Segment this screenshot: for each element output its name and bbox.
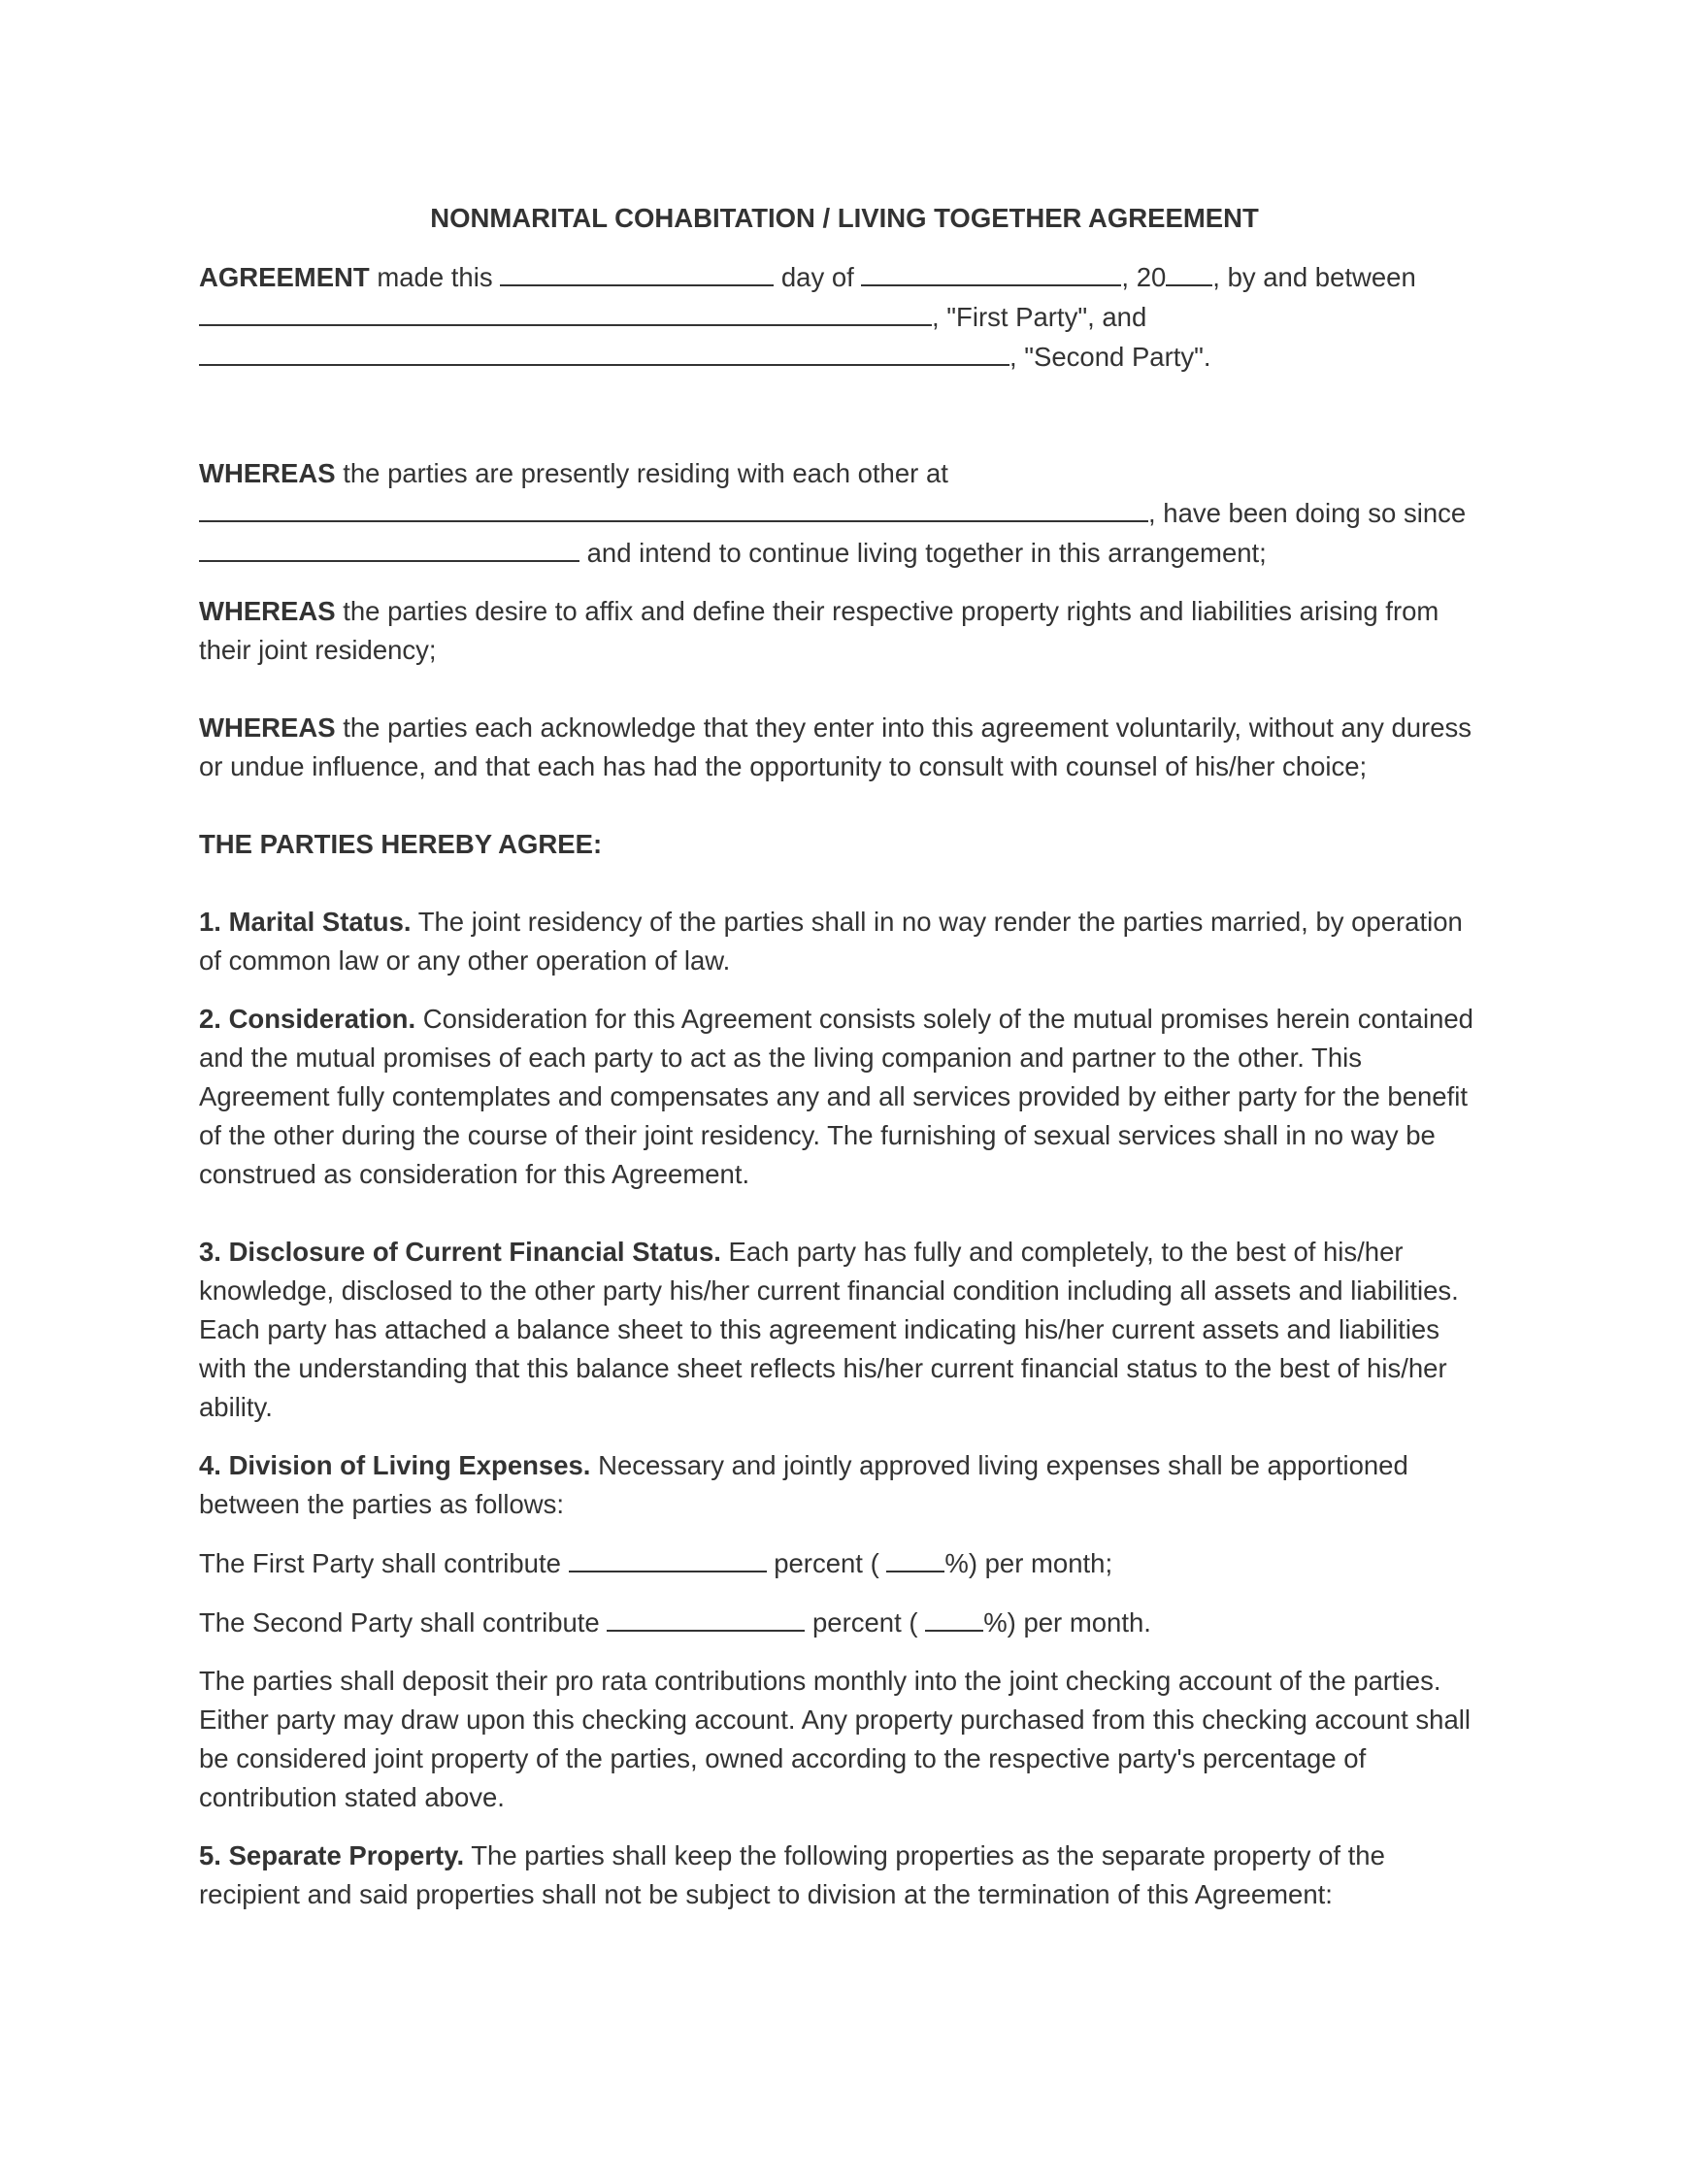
section-4-heading: 4. Division of Living Expenses. bbox=[199, 1450, 591, 1480]
first-party-blank[interactable] bbox=[199, 297, 932, 326]
since-date-blank[interactable] bbox=[199, 533, 579, 562]
section-5 bbox=[199, 1837, 1490, 1914]
section-5-heading: 5. Separate Property. bbox=[199, 1840, 465, 1870]
section-4-deposit: The parties shall deposit their pro rata contributions monthly into the joint checking account of the parties. Either party may draw upon this checking account. Any property purchased from this checking account shall be considered joint property of the parties, owned according to the respective party's percentage of contribution stated above. bbox=[199, 1666, 1471, 1812]
section-4 bbox=[199, 1446, 1490, 1524]
section-5-text: The parties shall keep the following properties as the separate property of the recipient and said properties shall not be subject to division at the termination of this Agreement: bbox=[199, 1840, 1385, 1909]
second-party-percent-number-blank[interactable] bbox=[925, 1603, 983, 1632]
section-4-text: Necessary and jointly approved living expenses shall be apportioned between the parties as follows: bbox=[199, 1450, 1408, 1519]
section-1 bbox=[199, 903, 1490, 980]
document-page bbox=[199, 199, 1490, 1914]
whereas-1-lead: WHEREAS bbox=[199, 458, 336, 488]
section-2 bbox=[199, 1000, 1490, 1194]
first-party-contribution: The First Party shall contribute percent ( %) per month; bbox=[199, 1543, 1490, 1583]
intro-day-of: day of bbox=[774, 262, 862, 292]
second-party-percent-words-blank[interactable] bbox=[607, 1603, 805, 1632]
whereas-2 bbox=[199, 592, 1490, 670]
whereas-2-lead: WHEREAS bbox=[199, 596, 336, 626]
whereas-1-line-1 bbox=[199, 454, 1490, 493]
first-party-percent-words-blank[interactable] bbox=[569, 1543, 767, 1572]
intro-second-party: , "Second Party". bbox=[1009, 342, 1211, 372]
intro-by-and-between: , by and between bbox=[1212, 262, 1416, 292]
whereas-2-text: the parties desire to affix and define their respective property rights and liabilities arising from their joint residency; bbox=[199, 596, 1439, 665]
intro-line-2 bbox=[199, 297, 1490, 337]
intro-first-party: , "First Party", and bbox=[932, 302, 1147, 332]
address-blank[interactable] bbox=[199, 493, 1148, 522]
month-blank[interactable] bbox=[861, 257, 1121, 286]
section-2-text: Consideration for this Agreement consists solely of the mutual promises herein contained and the mutual promises of each party to act as the living companion and partner to the other. This Agreement fully contemplates and compensates any and all services provided by either party for the benefit of the other during the course of their joint residency. The furnishing of sexual services shall in no way be construed as consideration for this Agreement. bbox=[199, 1004, 1473, 1189]
whereas-1-text-2: , have been doing so since bbox=[1148, 498, 1467, 528]
intro-made-this: made this bbox=[369, 262, 501, 292]
intro-line-3 bbox=[199, 337, 1490, 377]
whereas-1-text-3: and intend to continue living together in this arrangement; bbox=[579, 538, 1267, 568]
second-party-blank[interactable] bbox=[199, 337, 1009, 366]
whereas-1-line-2 bbox=[199, 493, 1490, 533]
second-party-contribution: The Second Party shall contribute percent ( %) per month. bbox=[199, 1603, 1490, 1642]
section-1-text: The joint residency of the parties shall in no way render the parties married, by operation of common law or any other operation of law. bbox=[199, 907, 1463, 976]
whereas-1-text-1: the parties are presently residing with each other at bbox=[335, 458, 948, 488]
intro-lead: AGREEMENT bbox=[199, 262, 370, 292]
whereas-3-lead: WHEREAS bbox=[199, 712, 336, 743]
whereas-3 bbox=[199, 709, 1490, 786]
section-2-heading: 2. Consideration. bbox=[199, 1004, 416, 1034]
intro-line-1 bbox=[199, 257, 1490, 297]
intro-year-prefix: , 20 bbox=[1121, 262, 1167, 292]
whereas-1-line-3 bbox=[199, 533, 1490, 573]
day-blank[interactable] bbox=[500, 257, 774, 286]
whereas-3-text: the parties each acknowledge that they enter into this agreement voluntarily, without any duress or undue influence, and that each has had the opportunity to consult with counsel of his/her choice; bbox=[199, 712, 1472, 781]
section-1-heading: 1. Marital Status. bbox=[199, 907, 412, 937]
section-3-heading: 3. Disclosure of Current Financial Status. bbox=[199, 1237, 721, 1267]
section-3 bbox=[199, 1233, 1490, 1427]
document-title: NONMARITAL COHABITATION / LIVING TOGETHER AGREEMENT bbox=[430, 203, 1259, 233]
section-3-text: Each party has fully and completely, to the best of his/her knowledge, disclosed to the other party his/her current financial condition including all assets and liabilities. Each party has attached a balance sheet to this agreement indicating his/her current assets and liabilities with the understanding that this balance sheet reflects his/her current financial status to the best of his/her ability. bbox=[199, 1237, 1459, 1422]
agree-heading: THE PARTIES HEREBY AGREE: bbox=[199, 829, 603, 859]
year-blank[interactable] bbox=[1166, 257, 1212, 286]
first-party-percent-number-blank[interactable] bbox=[886, 1543, 944, 1572]
